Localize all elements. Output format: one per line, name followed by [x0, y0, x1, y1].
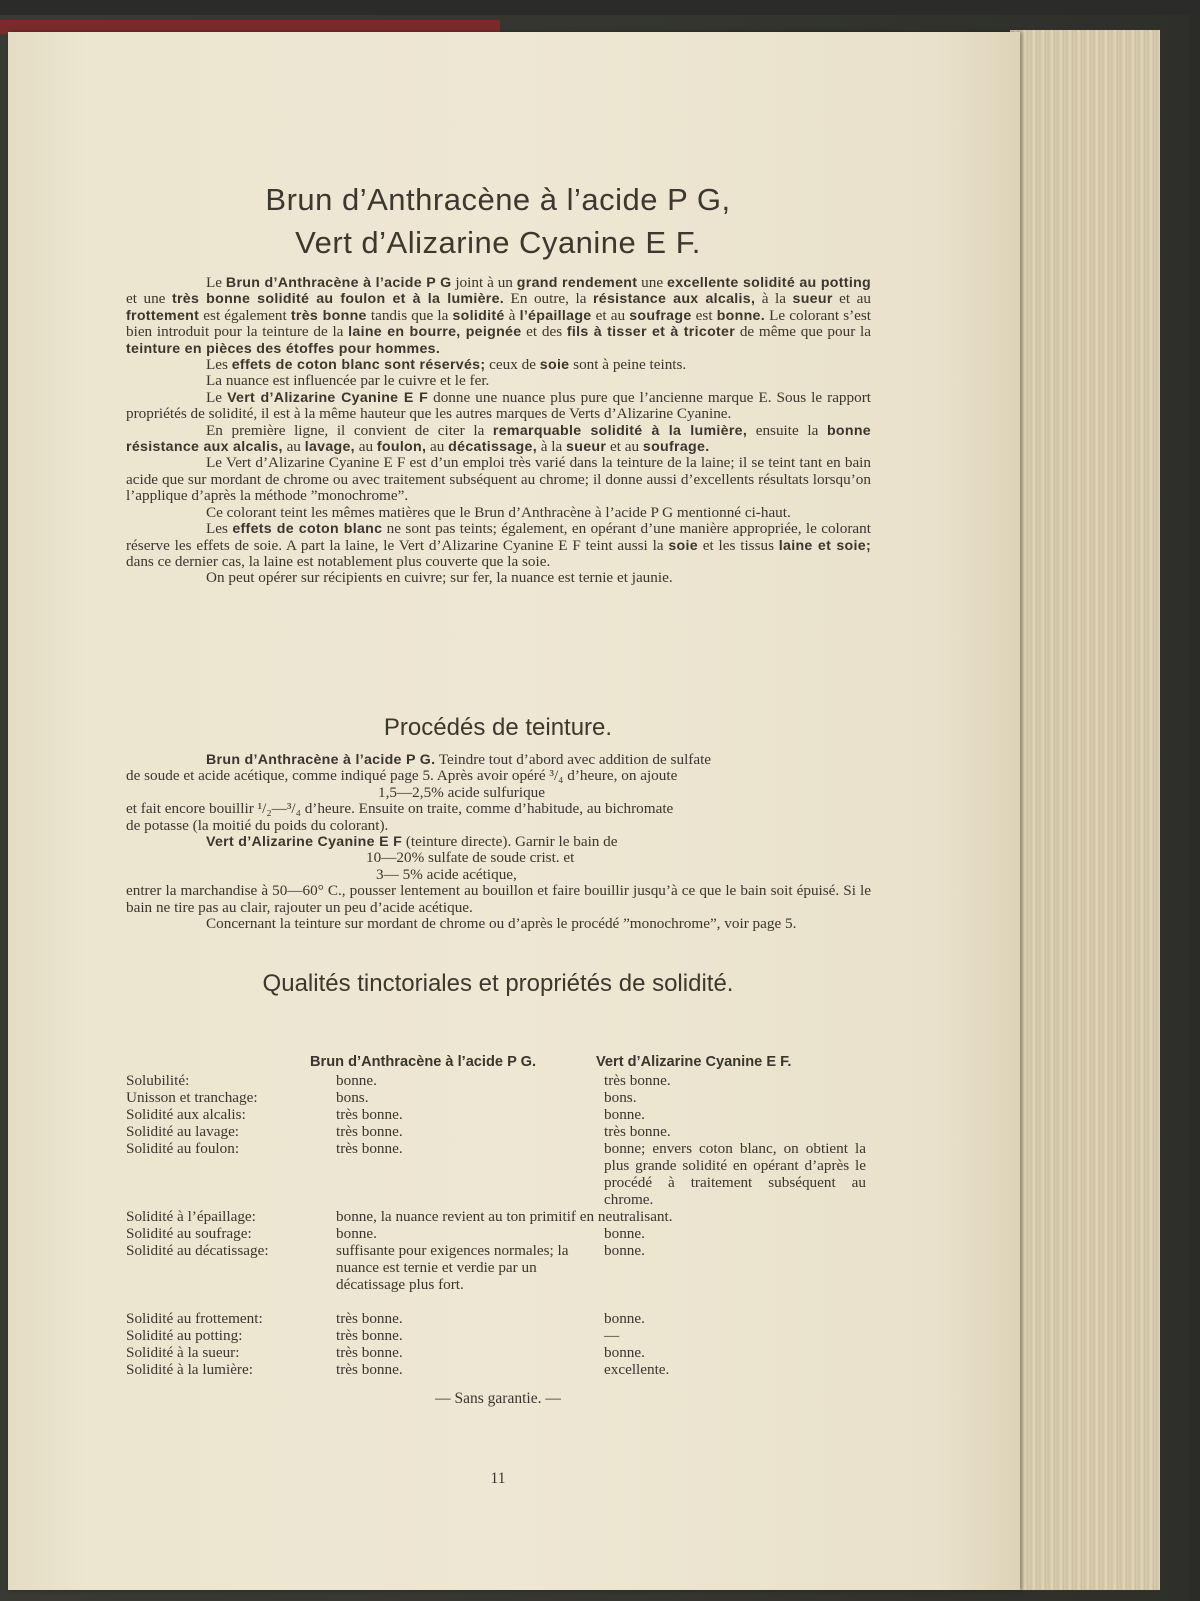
row-vert-value: bonne. — [604, 1106, 645, 1123]
bold-phrase: effets de coton blanc — [232, 521, 383, 538]
bold-phrase: frottement — [126, 307, 200, 324]
row-brun-value: bonne, la nuance revient au ton primitif en neutralisant. — [336, 1208, 673, 1225]
procedes-brun-text-1: Teindre tout d’abord avec addition de sulfate — [435, 751, 712, 768]
bold-phrase: très bonne solidité au foulon et à la lumière. — [171, 291, 505, 308]
row-vert-value: bonne. — [604, 1310, 645, 1327]
row-vert-value: bonne; envers coton blanc, on obtient la plus grande solidité en opérant d’après le procédé à traitement subséquent au chrome. — [604, 1140, 866, 1208]
row-label: Solidité au potting: — [126, 1327, 243, 1344]
bold-phrase: soufrage. — [642, 439, 710, 456]
bold-phrase: laine en bourre, peignée — [348, 324, 522, 341]
bold-phrase: bonne. — [716, 307, 765, 324]
bold-phrase: soie — [539, 357, 570, 374]
procedes-vert-line-1 — [126, 834, 871, 850]
procedes-vert-label: Vert d’Alizarine Cyanine E F — [206, 834, 403, 851]
book-page — [8, 32, 1020, 1590]
row-label: Solidité à l’épaillage: — [126, 1208, 256, 1225]
row-label: Solidité à la lumière: — [126, 1361, 253, 1378]
bold-phrase: lavage, — [304, 439, 355, 456]
row-vert-value: — — [604, 1327, 620, 1344]
bold-phrase: teinture en pièces des étoffes pour hommes. — [126, 340, 441, 357]
bold-phrase: solidité — [452, 307, 505, 324]
row-brun-value: bonne. — [336, 1225, 377, 1242]
title-line-1: Brun d’Anthracène à l’acide P G, — [265, 182, 731, 217]
row-label: Solidité à la sueur: — [126, 1344, 240, 1361]
bold-phrase: l’épaillage — [519, 307, 592, 324]
table-head-brun: Brun d’Anthracène à l’acide P G. — [310, 1054, 536, 1070]
intro-paragraph: Ce colorant teint les mêmes matières que le Brun d’Anthracène à l’acide P G mentionné ci-haut. — [206, 503, 791, 521]
row-brun-value: très bonne. — [336, 1140, 403, 1157]
page-edges — [1010, 30, 1160, 1590]
row-label: Solidité au lavage: — [126, 1123, 240, 1140]
row-brun-value: bonne. — [336, 1072, 377, 1089]
row-brun-value: très bonne. — [336, 1361, 403, 1378]
row-label: Solidité au frottement: — [126, 1310, 263, 1327]
row-label: Unisson et tranchage: — [126, 1089, 258, 1106]
bold-phrase: sueur — [566, 439, 607, 456]
footer-note: — Sans garantie. — — [435, 1390, 561, 1407]
bold-phrase: soufrage — [629, 307, 692, 324]
intro-paragraph: Le Vert d’Alizarine Cyanine E F donne une nuance plus pure que l’ancienne marque E. Sous le rapport propriétés de solidité, il est à la même hauteur que les autres marques de Verts d’Alizarine Cyanine. — [126, 388, 871, 423]
bold-phrase: bonne résistance aux alcalis, — [126, 422, 871, 456]
intro-paragraph: Les effets de coton blanc ne sont pas teints; également, en opérant d’une manière appropriée, le colorant réserve les effets de soie. A part la laine, le Vert d’Alizarine Cyanine E F teint aussi la soie et les tissus laine et soie; dans ce dernier cas, la laine est notablement plus couverte que la soie. — [126, 520, 871, 570]
intro-paragraph: En première ligne, il convient de citer la remarquable solidité à la lumière, ensuite la bonne résistance aux alcalis, au lavage, au foulon, au décatissage, à la sueur et au soufrage. — [126, 421, 871, 456]
procedes-heading: Procédés de teinture. — [383, 714, 613, 741]
intro-paragraph: La nuance est influencée par le cuivre et le fer. — [206, 372, 490, 390]
bold-phrase: effets de coton blanc sont réservés; — [231, 357, 486, 374]
row-vert-value: très bonne. — [604, 1123, 671, 1140]
row-brun-value: très bonne. — [336, 1106, 403, 1123]
intro-paragraph: On peut opérer sur récipients en cuivre; sur fer, la nuance est ternie et jaunie. — [206, 569, 673, 587]
row-vert-value: excellente. — [604, 1361, 670, 1378]
procedes-brun-line-3: 1,5—2,5% acide sulfurique — [378, 783, 546, 801]
row-brun-value: suffisante pour exigences normales; la nuance est ternie et verdie par un décatissage plus fort. — [336, 1242, 569, 1293]
bold-phrase: soie — [668, 537, 698, 554]
bold-phrase: fils à tisser et à tricoter — [566, 324, 736, 341]
bold-phrase: grand rendement — [516, 275, 638, 291]
row-vert-value: bonne. — [604, 1242, 645, 1259]
procedes-brun-line-5: de potasse (la moitié du poids du colorant). — [126, 816, 389, 834]
intro-text — [126, 275, 871, 587]
bold-phrase: remarquable solidité à la lumière, — [492, 422, 748, 439]
row-brun-value: très bonne. — [336, 1327, 403, 1344]
procedes-vert-text-1: (teinture directe). Garnir le bain de — [402, 833, 618, 851]
row-label: Solubilité: — [126, 1072, 190, 1089]
procedes-brun-line-4: et fait encore bouillir ¹/₂—³/₄ d’heure. Ensuite on traite, comme d’habitude, au bichromate — [126, 800, 674, 818]
intro-paragraph: Le Vert d’Alizarine Cyanine E F est d’un emploi très varié dans la teinture de la laine; il se teint tant en bain acide que sur mordant de chrome ou avec traitement subséquent au chrome; il donne aussi d’excellents résultats lorsqu’on l’applique d’après la méthode ”monochrome”. — [126, 454, 871, 505]
title-line-2: Vert d’Alizarine Cyanine E F. — [295, 225, 701, 260]
procedes-vert-line-3: 3— 5% acide acétique, — [376, 865, 517, 883]
row-label: Solidité au soufrage: — [126, 1225, 252, 1242]
row-label: Solidité au décatissage: — [126, 1242, 269, 1259]
row-brun-value: très bonne. — [336, 1123, 403, 1140]
row-vert-value: bons. — [604, 1089, 637, 1106]
procedes-vert-line-4: entrer la marchandise à 50—60° C., pousser lentement au bouillon et faire bouillir jusqu’à ce que le bain soit épuisé. Si le bain ne tire pas au clair, rajouter un peu d’acide acétique. — [126, 882, 871, 916]
procedes-brun-line-2: de soude et acide acétique, comme indiqué page 5. Après avoir opéré ³/₄ d’heure, on ajoute — [126, 767, 678, 785]
row-brun-value: bons. — [336, 1089, 369, 1106]
qualites-heading: Qualités tinctoriales et propriétés de solidité. — [262, 970, 734, 997]
row-vert-value: bonne. — [604, 1225, 645, 1242]
bold-phrase: foulon, — [376, 439, 427, 456]
row-vert-value: bonne. — [604, 1344, 645, 1361]
bold-phrase: Brun d’Anthracène à l’acide P G — [225, 275, 452, 291]
page-number: 11 — [490, 1470, 506, 1487]
procedes-vert-line-2: 10—20% sulfate de soude crist. et — [366, 849, 575, 867]
intro-paragraph: Les effets de coton blanc sont réservés; ceux de soie sont à peine teints. — [206, 356, 687, 374]
bold-phrase: décatissage, — [448, 439, 537, 456]
row-label: Solidité au foulon: — [126, 1140, 240, 1157]
row-vert-value: très bonne. — [604, 1072, 671, 1089]
row-brun-value: très bonne. — [336, 1344, 403, 1361]
row-brun-value: très bonne. — [336, 1310, 403, 1327]
table-head-vert: Vert d’Alizarine Cyanine E F. — [596, 1054, 792, 1070]
intro-paragraph: Le Brun d’Anthracène à l’acide P G joint à un grand rendement une excellente solidité au potting et une très bonne solidité au foulon et à la lumière. En outre, la résistance aux alcalis, à la sueur et au frottement est également très bonne tandis que la solidité à l’épaillage et au soufrage est bonne. Le colorant s’est bien introduit pour la teinture de la laine en bourre, peignée et des fils à tisser et à tricoter de même que pour la teinture en pièces des étoffes pour hommes. — [126, 274, 872, 357]
procedes-brun-line-1 — [126, 752, 871, 768]
bold-phrase: Vert d’Alizarine Cyanine E F — [227, 389, 429, 406]
procedes-vert-line-5: Concernant la teinture sur mordant de chrome ou d’après le procédé ”monochrome”, voir page 5. — [206, 915, 797, 933]
bold-phrase: laine et soie; — [778, 537, 871, 554]
bold-phrase: très bonne — [290, 307, 367, 324]
bold-phrase: sueur — [792, 291, 833, 308]
procedes-text — [126, 752, 871, 932]
row-label: Solidité aux alcalis: — [126, 1106, 246, 1123]
procedes-brun-label: Brun d’Anthracène à l’acide P G. — [206, 752, 436, 768]
bold-phrase: excellente solidité au potting — [667, 275, 871, 291]
bold-phrase: résistance aux alcalis, — [592, 291, 756, 308]
